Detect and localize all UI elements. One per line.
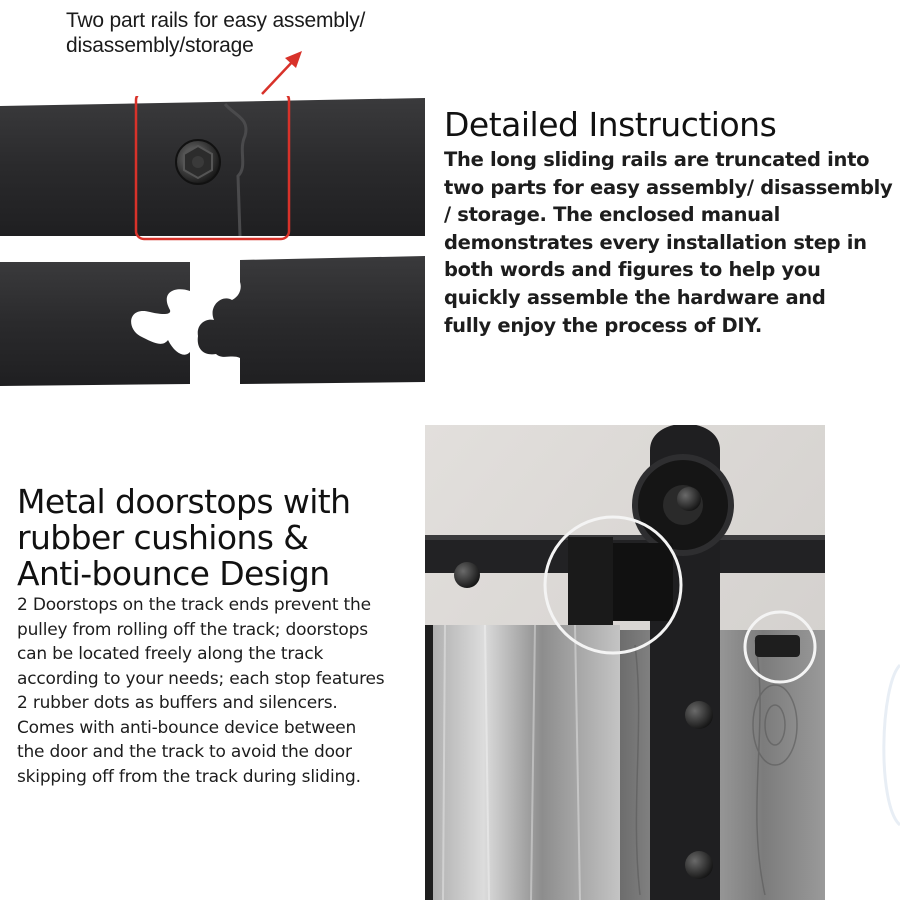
doorstops-paragraph: [17, 593, 437, 789]
instructions-paragraph: [444, 146, 900, 339]
paragraph-line: can be located freely along the track: [17, 644, 324, 664]
paragraph-line: fully enjoy the process of DIY.: [444, 313, 763, 337]
paragraph-line: / storage. The enclosed manual: [444, 203, 781, 227]
paragraph-line: skipping off from the track during sliding.: [17, 766, 361, 787]
doorstops-heading: [17, 484, 350, 592]
strap-bolt-icon: [685, 851, 713, 879]
paragraph-line: the door and the track to avoid the door: [17, 742, 352, 762]
glass-door-panel: [425, 625, 620, 900]
paragraph-line: 2 rubber dots as buffers and silencers.: [17, 693, 338, 713]
anti-bounce-device: [755, 635, 800, 657]
barn-door-photo: [425, 425, 900, 900]
paragraph-line: two parts for easy assembly/ disassembly: [444, 175, 893, 199]
left-rail-half: [0, 262, 190, 386]
callout-line: disassembly/storage: [66, 34, 254, 57]
doorstop-block: [568, 537, 613, 625]
paragraph-line: Comes with anti-bounce device between: [17, 717, 357, 738]
instructions-heading: Detailed Instructions: [444, 105, 777, 144]
strap-bolt-icon: [677, 487, 701, 511]
paragraph-line: The long sliding rails are truncated into: [444, 148, 870, 171]
paragraph-line: quickly assemble the hardware and: [444, 285, 826, 309]
callout-line: Two part rails for easy assembly/: [66, 9, 366, 32]
heading-line: rubber cushions &: [17, 518, 309, 557]
right-rail-half: [198, 256, 425, 384]
paragraph-line: according to your needs; each stop features: [17, 668, 385, 689]
heading-line: Metal doorstops with: [17, 482, 351, 521]
paragraph-line: demonstrates every installation step in: [444, 230, 867, 254]
paragraph-line: 2 Doorstops on the track ends prevent the: [17, 595, 371, 615]
rail-joint-photo: [0, 96, 425, 386]
track-bolt-icon: [454, 562, 480, 588]
rail-callout-text: [66, 8, 446, 58]
paragraph-line: pulley from rolling off the track; doorstops: [17, 619, 368, 640]
heading-line: Anti-bounce Design: [17, 554, 330, 593]
strap-bolt-icon: [685, 701, 713, 729]
paragraph-line: both words and figures to help you: [444, 258, 821, 282]
